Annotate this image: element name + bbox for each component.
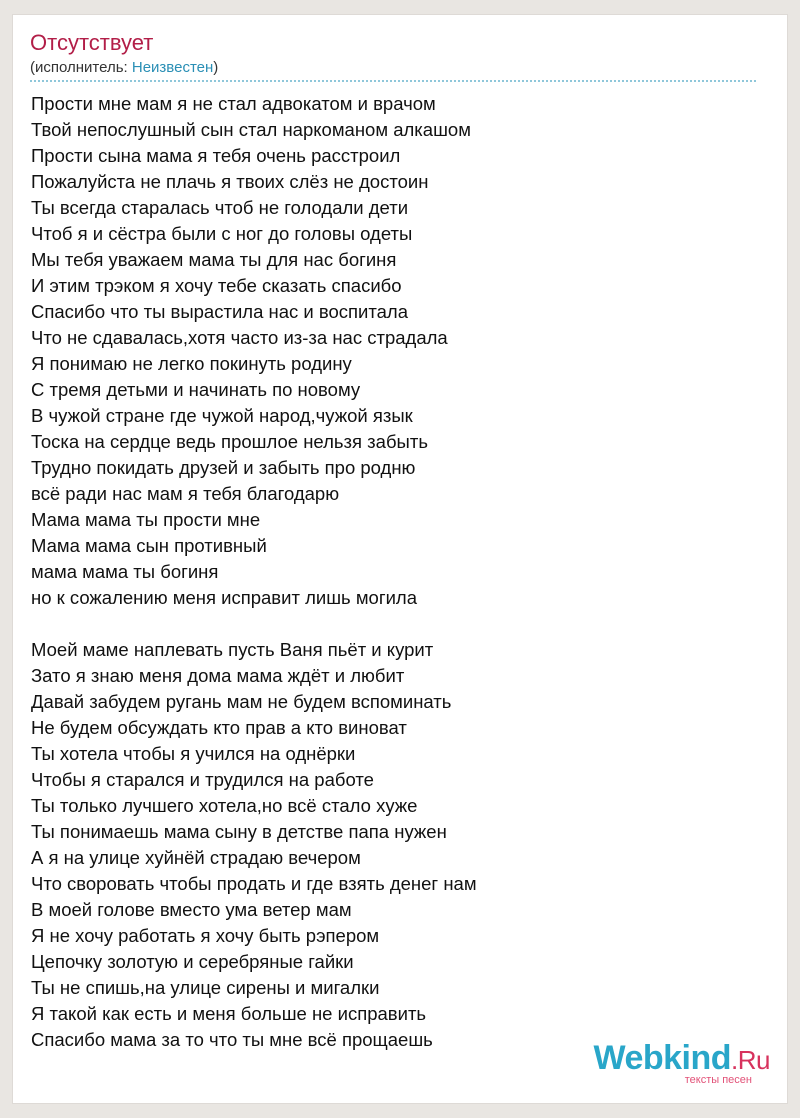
lyric-line: Спасибо мама за то что ты мне всё прощаешь <box>31 1029 433 1050</box>
brand-wordmark <box>593 1040 770 1078</box>
lyric-line: В моей голове вместо ума ветер мам <box>31 899 352 920</box>
lyric-line: Чтобы я старался и трудился на работе <box>31 769 374 790</box>
brand-tagline: тексты песен <box>684 1074 752 1086</box>
lyric-line: Твой непослушный сын стал наркоманом алкашом <box>31 119 471 140</box>
lyrics-text <box>31 91 751 1053</box>
lyric-line: Я не хочу работать я хочу быть рэпером <box>31 925 380 946</box>
lyric-line: Пожалуйста не плачь я твоих слёз не достоин <box>31 171 429 192</box>
lyric-line: А я на улице хуйнёй страдаю вечером <box>31 847 361 868</box>
lyric-line: Что не сдавалась,хотя часто из-за нас страдала <box>31 327 448 348</box>
lyric-line: Тоска на сердце ведь прошлое нельзя забыть <box>31 431 428 452</box>
lyric-line: Не будем обсуждать кто прав а кто виноват <box>31 717 407 738</box>
lyric-line: Мама мама ты прости мне <box>31 509 261 530</box>
lyric-line: С тремя детьми и начинать по новому <box>31 379 361 400</box>
lyric-line: Ты хотела чтобы я учился на однёрки <box>31 743 356 764</box>
brand-tld: .Ru <box>731 1045 770 1075</box>
brand-name: Webkind <box>593 1039 732 1077</box>
lyric-line: Ты понимаешь мама сыну в детстве папа нужен <box>31 821 447 842</box>
artist-line <box>30 58 218 78</box>
verse-gap <box>31 611 751 637</box>
artist-link[interactable]: Неизвестен <box>131 59 214 76</box>
lyric-line: Прости сына мама я тебя очень расстроил <box>31 145 401 166</box>
lyric-line: Я понимаю не легко покинуть родину <box>31 353 352 374</box>
lyric-line: Спасибо что ты вырастила нас и воспитала <box>31 301 409 322</box>
lyric-line: но к сожалению меня исправит лишь могила <box>31 587 417 608</box>
lyric-line: Трудно покидать друзей и забыть про родню <box>31 457 416 478</box>
brand-logo[interactable] <box>593 1040 770 1086</box>
artist-prefix: (исполнитель: <box>30 59 132 76</box>
lyric-line: Моей маме наплевать пусть Ваня пьёт и курит <box>31 639 434 660</box>
lyric-line: всё ради нас мам я тебя благодарю <box>31 483 340 504</box>
song-title: Отсутствует <box>30 30 154 55</box>
lyric-line: Что своровать чтобы продать и где взять денег нам <box>31 873 477 894</box>
lyric-line: Прости мне мам я не стал адвокатом и врачом <box>31 93 436 114</box>
lyric-line: Мама мама сын противный <box>31 535 267 556</box>
artist-suffix: ) <box>213 59 219 76</box>
lyric-line: Ты не спишь,на улице сирены и мигалки <box>31 977 380 998</box>
lyric-line: Давай забудем ругань мам не будем вспоминать <box>31 691 452 712</box>
lyric-line: Ты всегда старалась чтоб не голодали дети <box>31 197 409 218</box>
lyric-line: И этим трэком я хочу тебе сказать спасибо <box>31 275 402 296</box>
lyric-line: Цепочку золотую и серебряные гайки <box>31 951 354 972</box>
title-divider <box>30 80 756 82</box>
lyric-line: Ты только лучшего хотела,но всё стало хуже <box>31 795 418 816</box>
lyric-line: Мы тебя уважаем мама ты для нас богиня <box>31 249 397 270</box>
lyric-line: В чужой стране где чужой народ,чужой язык <box>31 405 413 426</box>
lyric-line: Зато я знаю меня дома мама ждёт и любит <box>31 665 405 686</box>
lyric-line: Я такой как есть и меня больше не исправить <box>31 1003 427 1024</box>
lyric-line: Чтоб я и сёстра были с ног до головы одеты <box>31 223 413 244</box>
lyric-line: мама мама ты богиня <box>31 561 219 582</box>
